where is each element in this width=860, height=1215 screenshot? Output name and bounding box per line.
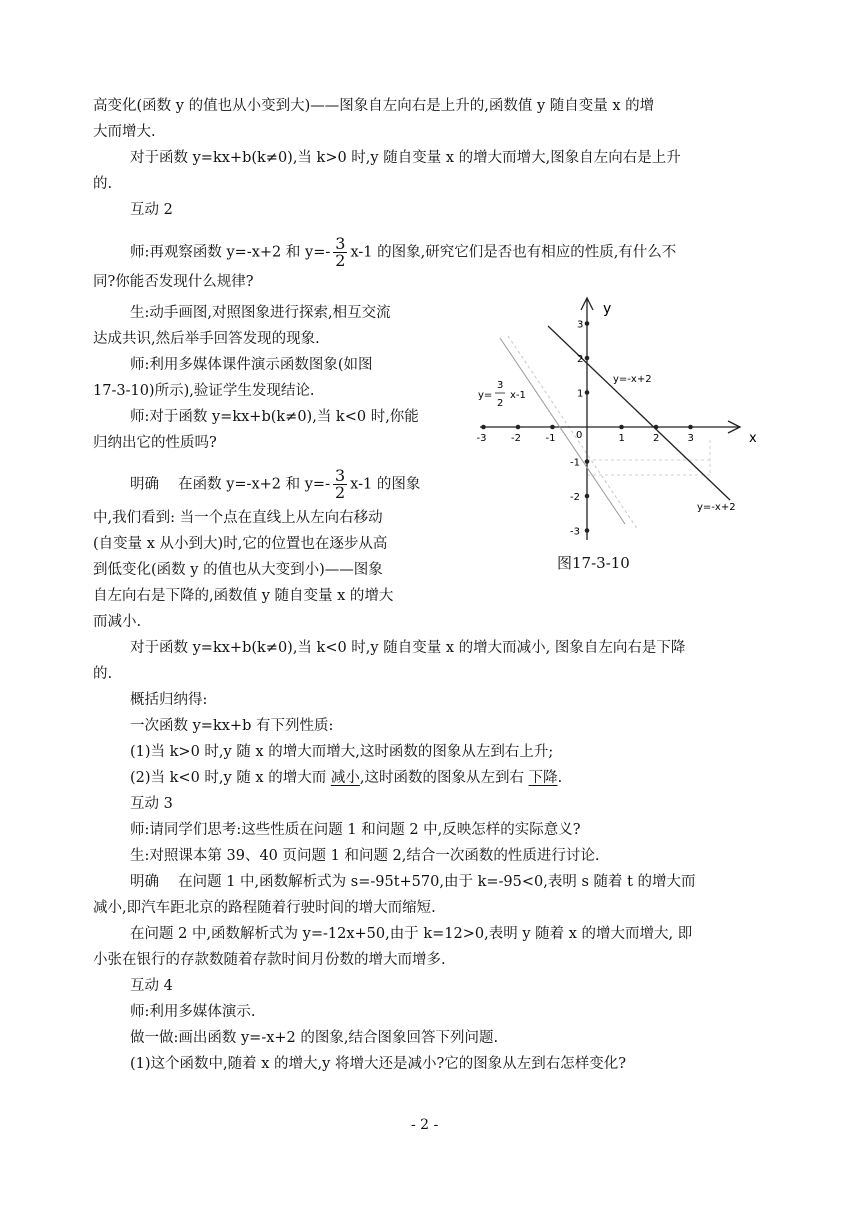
line2-label-denominator: 2 [497, 398, 504, 409]
line2-label-numerator: 3 [497, 380, 504, 391]
line-label-bottom: y=-x+2 [697, 502, 736, 513]
teacher-question [130, 236, 676, 269]
fraction-denominator: 2 [334, 483, 346, 502]
y-axis-label: y [603, 301, 612, 317]
y-tick-label: 1 [577, 388, 584, 400]
function-graph-figure [470, 290, 760, 550]
text-line: 师:请同学们思考:这些性质在问题 1 和问题 2 中,反映怎样的实际意义? [130, 822, 581, 838]
text-segment: x-1 的图象,研究它们是否也有相应的性质,有什么不 [350, 244, 677, 261]
x-tick-mark [619, 425, 624, 430]
y-tick-label: 3 [577, 319, 584, 331]
line-y-neg-three-halves-x-minus-1 [500, 338, 625, 524]
page-number: - 2 - [411, 1117, 439, 1133]
text-line: 减小,即汽车距北京的路程随着行驶时间的增大而缩短. [93, 900, 436, 916]
text-line: 一次函数 y=kx+b 有下列性质: [130, 718, 334, 734]
x-tick-label: -1 [545, 433, 556, 444]
line2-label-suffix: x-1 [510, 390, 526, 401]
fill-blank-answer: 减小 [330, 770, 360, 786]
text-segment: 师:再观察函数 y=-x+2 和 y=- [130, 244, 331, 261]
text-line: 对于函数 y=kx+b(k≠0),当 k<0 时,y 随自变量 x 的增大而减小, 图象自左向右是下降 [130, 640, 686, 656]
text-line: 而减小. [93, 614, 142, 630]
y-tick-mark [585, 459, 590, 464]
text-line: 归纳出它的性质吗? [93, 435, 217, 451]
section-heading: 互动 2 [130, 202, 173, 218]
fraction [333, 468, 347, 501]
fraction-denominator: 2 [335, 251, 346, 270]
text-line: 17-3-10)所示),验证学生发现结论. [93, 383, 315, 399]
text-line: 大而增大. [93, 124, 156, 140]
x-tick-label: 2 [653, 433, 660, 444]
text-line: 中,我们看到: 当一个点在直线上从左向右移动 [93, 510, 383, 526]
x-axis-label: x [749, 431, 757, 446]
figure-caption: 图17-3-10 [557, 554, 630, 572]
property-line [130, 768, 562, 788]
text-line: 明确 在问题 1 中,函数解析式为 s=-95t+570,由于 k=-95<0,表明 s 随着 t 的增大而 [130, 874, 696, 890]
fraction [333, 236, 347, 269]
section-heading: 互动 4 [130, 978, 173, 994]
x-tick-mark [481, 425, 486, 430]
text-line: 概括归纳得: [130, 692, 208, 708]
text-line: (1)当 k>0 时,y 随 x 的增大而增大,这时函数的图象从左到右上升; [130, 744, 554, 760]
y-tick-label: -2 [570, 492, 580, 503]
y-tick-mark [585, 321, 590, 326]
text-line: (自变量 x 从小到大)时,它的位置也在逐步从高 [93, 536, 388, 552]
text-segment: x-1 的图象 [350, 476, 421, 493]
text-segment: . [557, 770, 563, 786]
text-line: 的. [93, 666, 113, 682]
x-tick-label: 1 [618, 433, 625, 444]
text-line: 师:利用多媒体课件演示函数图象(如图 [130, 357, 373, 373]
y-tick-mark [585, 390, 590, 395]
fraction-numerator: 3 [335, 234, 346, 253]
text-line: 达成共识,然后举手回答发现的现象. [93, 331, 320, 347]
fraction-numerator: 3 [334, 466, 346, 485]
x-tick-label: -3 [476, 433, 487, 444]
y-tick-label: -3 [570, 526, 580, 538]
text-line: 做一做:画出函数 y=-x+2 的图象,结合图象回答下列问题. [130, 1030, 499, 1046]
x-tick-mark [516, 425, 521, 430]
line-y-neg-x-plus-2 [545, 326, 730, 500]
text-line: 师:利用多媒体演示. [130, 1004, 256, 1020]
fill-blank-answer: 下降 [528, 770, 558, 786]
x-tick-mark [688, 425, 693, 430]
y-tick-mark [585, 494, 590, 499]
text-line: 自左向右是下降的,函数值 y 随自变量 x 的增大 [93, 588, 394, 604]
y-tick-mark [585, 356, 590, 361]
text-line: (1)这个函数中,随着 x 的增大,y 将增大还是减小?它的图象从左到右怎样变化? [130, 1056, 626, 1072]
text-line: 的. [93, 176, 113, 192]
text-line: 到低变化(函数 y 的值也从大变到小)——图象 [93, 562, 383, 578]
y-tick-label: -1 [570, 457, 580, 469]
y-tick-label: 2 [577, 354, 584, 365]
text-segment: ,这时函数的图象从左到右 [359, 770, 529, 786]
x-tick-label: 3 [687, 433, 694, 444]
text-segment: (2)当 k<0 时,y 随 x 的增大而 [130, 770, 331, 786]
x-tick-mark [654, 425, 659, 430]
text-line: 师:对于函数 y=kx+b(k≠0),当 k<0 时,你能 [130, 409, 419, 425]
section-heading: 互动 3 [130, 796, 173, 812]
text-line: 在问题 2 中,函数解析式为 y=-12x+50,由于 k=12>0,表明 y 随着 x 的增大而增大, 即 [130, 926, 693, 942]
text-line: 生:动手画图,对照图象进行探索,相互交流 [130, 305, 391, 321]
text-line: 同?你能否发现什么规律? [93, 274, 254, 290]
line-label-top: y=-x+2 [613, 374, 652, 385]
line2-label-prefix: y= [478, 390, 493, 401]
text-line: 生:对照课本第 39、40 页问题 1 和问题 2,结合一次函数的性质进行讨论. [130, 848, 600, 864]
origin-label: 0 [576, 430, 583, 441]
x-tick-label: -2 [511, 433, 521, 444]
text-line: 小张在银行的存款数随着存款时间月份数的增大而增多. [93, 952, 446, 968]
text-line: 高变化(函数 y 的值也从小变到大)——图象自左向右是上升的,函数值 y 随自变量 x 的增 [93, 98, 655, 114]
text-line: 对于函数 y=kx+b(k≠0),当 k>0 时,y 随自变量 x 的增大而增大,图象自左向右是上升 [130, 150, 681, 166]
x-tick-mark [550, 425, 555, 430]
text-segment: 明确 在函数 y=-x+2 和 y=- [130, 476, 330, 493]
y-tick-mark [585, 528, 590, 533]
clarification-line [130, 468, 420, 501]
